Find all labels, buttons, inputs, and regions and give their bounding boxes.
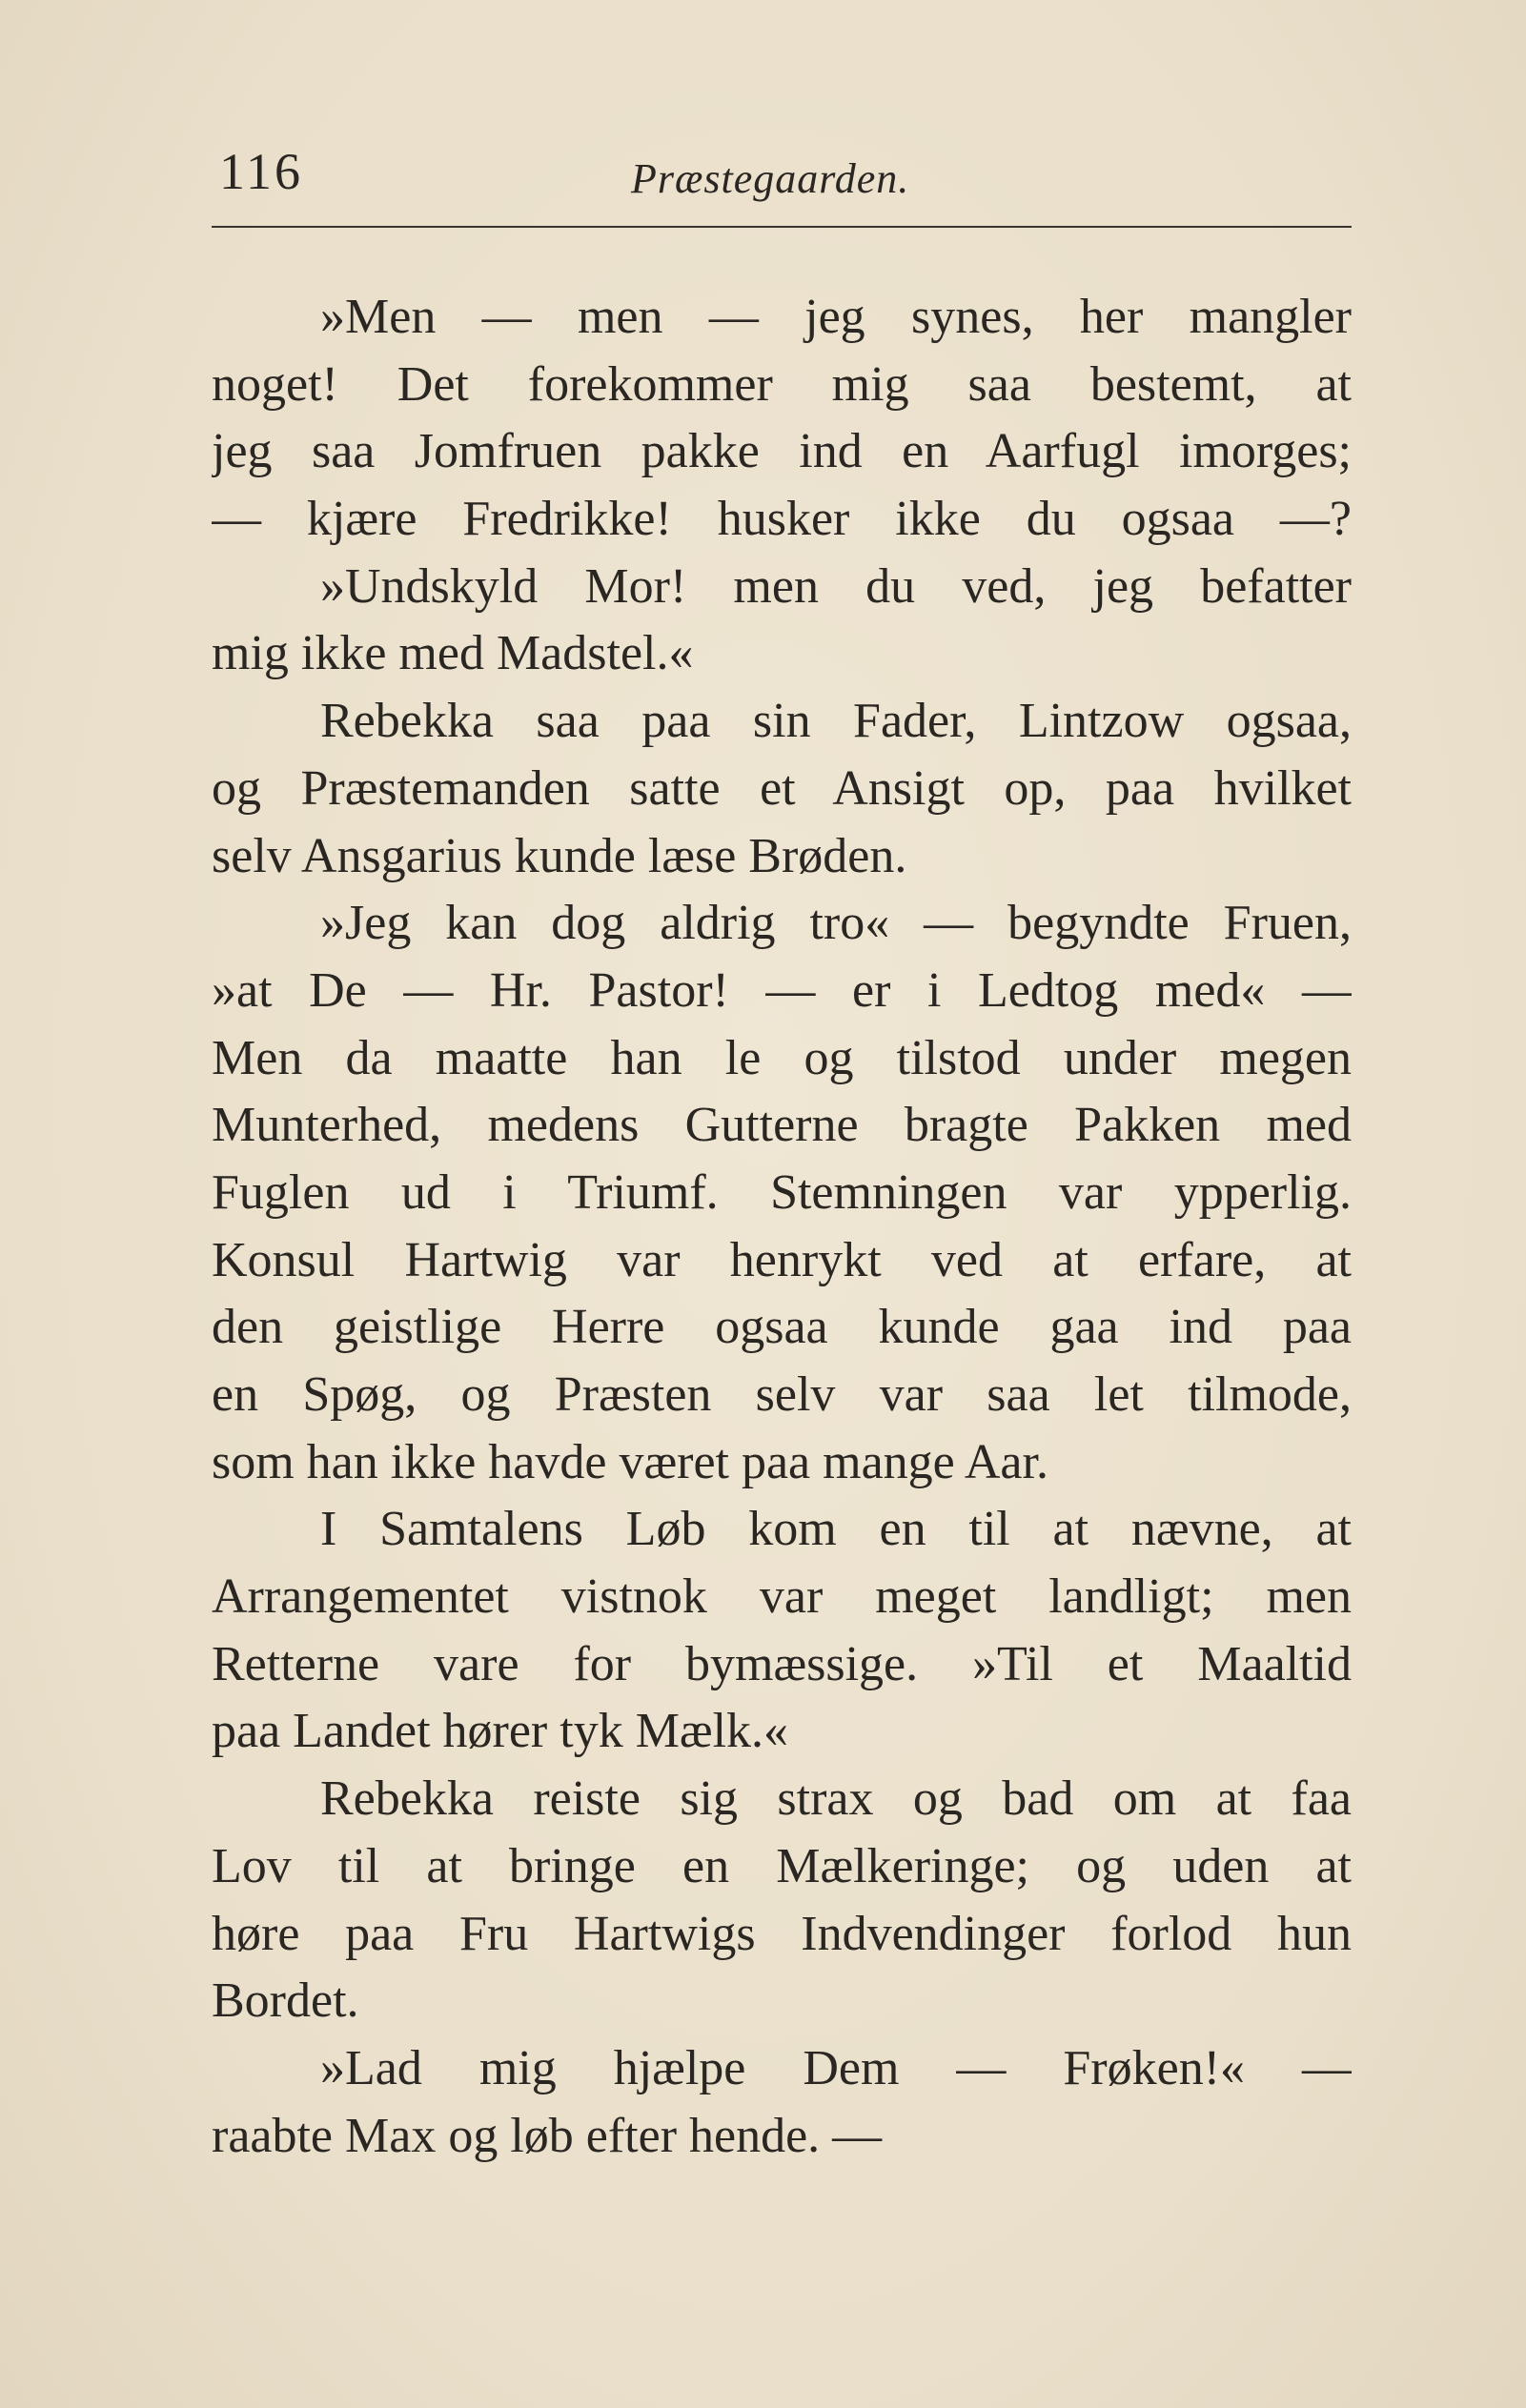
text-line: en Spøg, og Præsten selv var saa let tilmode, [212, 1367, 1352, 1422]
text-line: Men da maatte han le og tilstod under megen [212, 1030, 1352, 1085]
text-line: Konsul Hartwig var henrykt ved at erfare, at [212, 1232, 1352, 1287]
text-line: høre paa Fru Hartwigs Indvendinger forlod hun [212, 1906, 1352, 1961]
text-line: Retterne vare for bymæssige. »Til et Maaltid [212, 1636, 1352, 1691]
text-line: Bordet. [212, 1973, 359, 2029]
text-line: »Lad mig hjælpe Dem — Frøken!« — [320, 2040, 1352, 2095]
text-line: raabte Max og løb efter hende. — [212, 2108, 883, 2163]
text-line: Rebekka reiste sig strax og bad om at faa [320, 1771, 1352, 1827]
text-line: paa Landet hører tyk Mælk.« [212, 1704, 789, 1759]
text-line: selv Ansgarius kunde læse Brøden. [212, 828, 907, 883]
text-line: den geistlige Herre ogsaa kunde gaa ind paa [212, 1300, 1352, 1355]
text-line: — kjære Fredrikke! husker ikke du ogsaa —? [212, 492, 1352, 547]
header-rule [212, 226, 1352, 228]
text-line: »Undskyld Mor! men du ved, jeg befatter [320, 558, 1352, 614]
text-line: Rebekka saa paa sin Fader, Lintzow ogsaa, [320, 694, 1352, 749]
text-line: mig ikke med Madstel.« [212, 626, 694, 681]
page-header [212, 143, 1352, 219]
text-line: Lov til at bringe en Mælkeringe; og uden at [212, 1838, 1352, 1893]
running-title: Præstegaarden. [631, 155, 910, 202]
text-line: »at De — Hr. Pastor! — er i Ledtog med« — [212, 962, 1352, 1018]
text-line: Munterhed, medens Gutterne bragte Pakken med [212, 1098, 1352, 1153]
text-line: »Jeg kan dog aldrig tro« — begyndte Fruen, [320, 896, 1352, 951]
text-line: som han ikke havde været paa mange Aar. [212, 1434, 1048, 1489]
text-line: jeg saa Jomfruen pakke ind en Aarfugl imorges; [212, 424, 1352, 479]
text-line: »Men — men — jeg synes, her mangler [320, 290, 1352, 344]
text-line: og Præstemanden satte et Ansigt op, paa hvilket [212, 760, 1352, 816]
text-line: Arrangementet vistnok var meget landligt; men [212, 1569, 1352, 1625]
body-text [212, 284, 1352, 2170]
text-line: Fuglen ud i Triumf. Stemningen var ypperlig. [212, 1164, 1352, 1220]
text-line: noget! Det forekommer mig saa bestemt, at [212, 356, 1352, 412]
text-line: I Samtalens Løb kom en til at nævne, at [320, 1502, 1352, 1557]
page-number: 116 [219, 143, 303, 200]
